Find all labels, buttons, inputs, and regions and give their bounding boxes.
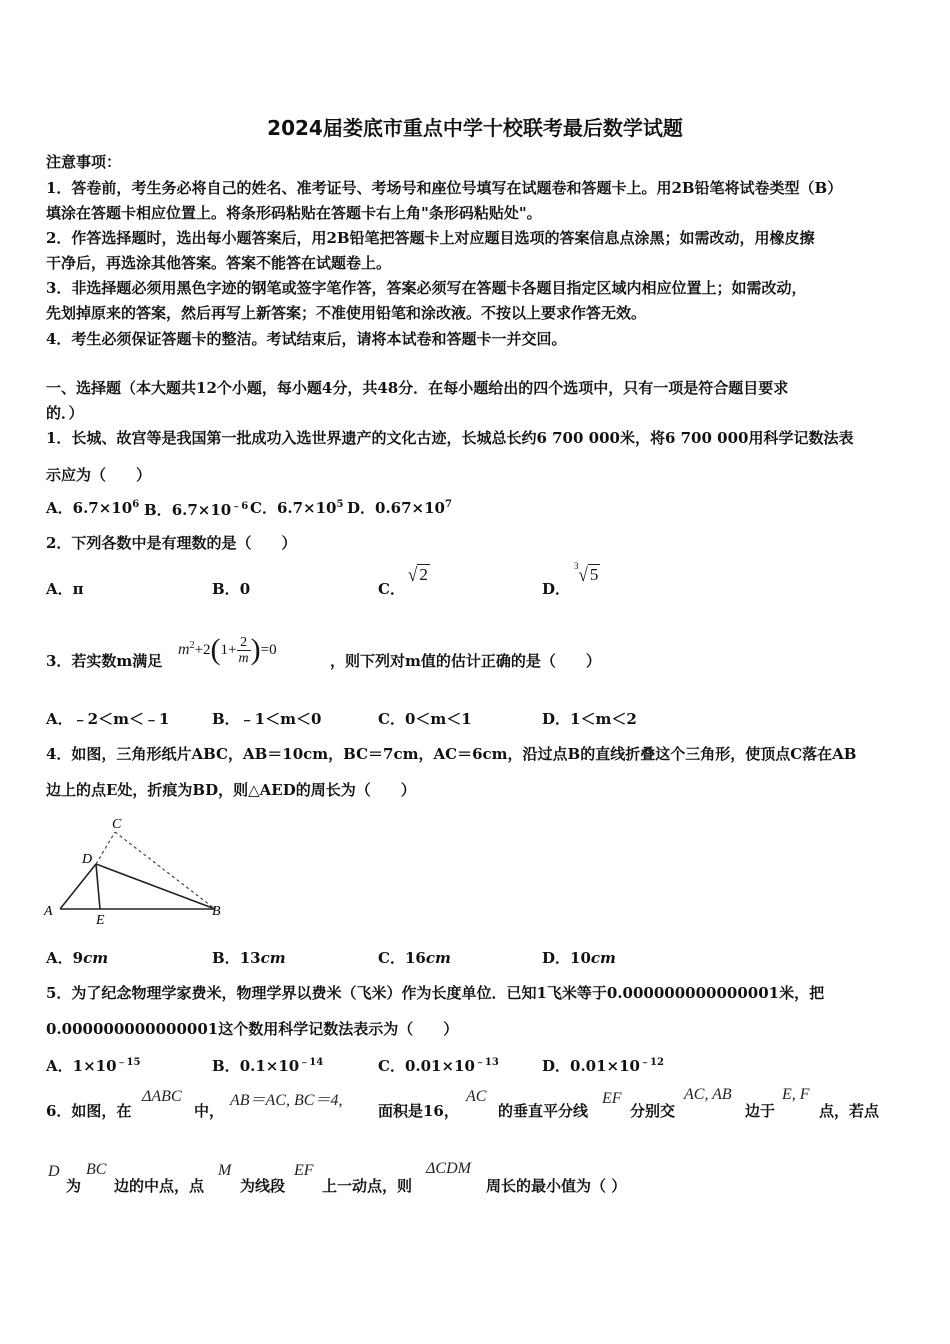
q5-option-a xyxy=(46,1053,140,1076)
q6-math: AB＝AC, BC＝4, xyxy=(230,1092,343,1109)
option-label: C． xyxy=(250,499,277,517)
q1-option-c xyxy=(250,497,343,518)
q3-option-d: D．1＜m＜2 xyxy=(542,710,637,728)
exponent: ﹣14 xyxy=(299,1057,324,1068)
q5-option-c xyxy=(378,1053,499,1076)
q6-text: 边的中点，点 xyxy=(114,1177,205,1195)
fraction xyxy=(237,635,251,666)
option-label: B． xyxy=(212,949,240,967)
q6-text: 边于 xyxy=(745,1102,776,1120)
q1-option-d xyxy=(347,497,452,518)
option-value: 9 xyxy=(72,949,84,967)
q1-stem-cont: 示应为（ ） xyxy=(46,466,152,484)
q6-text: 分别交 xyxy=(630,1102,676,1120)
q1-option-a xyxy=(46,497,139,518)
q5-option-b xyxy=(212,1053,323,1076)
q3-option-b: B．﹣1＜m＜0 xyxy=(212,710,322,728)
eq-var: m xyxy=(178,641,190,658)
page-title: 2024届娄底市重点中学十校联考最后数学试题 xyxy=(267,116,683,140)
option-label: B． xyxy=(144,501,172,519)
q1-stem: 1．长城、故宫等是我国第一批成功入选世界遗产的文化古迹，长城总长约6 700 000米，将6 700 000用科学记数法表 xyxy=(46,429,854,447)
q6-math: AC, AB xyxy=(684,1086,732,1103)
q6-text: 为线段 xyxy=(240,1177,286,1195)
notice-line: 4．考生必须保证答题卡的整洁。考试结束后，请将本试卷和答题卡一并交回。 xyxy=(46,330,567,348)
notice-line: 3．非选择题必须用黑色字迹的钢笔或签字笔作答，答案必须写在答题卡各题目指定区域内相应位置上；如需改动， xyxy=(46,279,807,297)
option-label: C． xyxy=(378,1057,405,1075)
q6-math: M xyxy=(218,1162,232,1179)
numerator: 2 xyxy=(237,635,251,651)
exponent: 5 xyxy=(336,499,344,510)
option-value: 0.01×10 xyxy=(404,1057,475,1075)
q5-option-d xyxy=(542,1053,664,1076)
option-label: A． xyxy=(46,1057,73,1075)
label-a: A xyxy=(44,904,53,919)
q4-option-d xyxy=(542,947,616,968)
option-value: 16 xyxy=(404,949,426,967)
q2-option-d-label: D． xyxy=(542,580,571,598)
cube-root-5: $^3$√ 5 xyxy=(574,561,599,586)
q6-math: AC xyxy=(466,1088,487,1105)
q6-math: ΔCDM xyxy=(426,1160,471,1177)
exponent: 7 xyxy=(445,499,452,510)
option-label: D． xyxy=(542,1057,571,1075)
q4-option-b xyxy=(212,947,286,968)
root-index: 3 xyxy=(574,561,579,572)
exponent: ﹣13 xyxy=(474,1057,499,1068)
q6-text: 6．如图，在 xyxy=(46,1102,132,1120)
q6-text: 周长的最小值为（ ） xyxy=(486,1177,627,1195)
q6-text: 为 xyxy=(66,1177,82,1195)
notice-line: 1．答卷前，考生务必将自己的姓名、准考证号、考场号和座位号填写在试题卷和答题卡上。用2B铅笔将试卷类型（B） xyxy=(46,179,843,197)
segment-db-fold xyxy=(96,864,215,909)
q3-option-a: A．﹣2＜m＜﹣1 xyxy=(46,710,170,728)
unit: cm xyxy=(425,949,451,967)
label-c: C xyxy=(112,817,122,832)
notice-line: 2．作答选择题时，选出每小题答案后，用2B铅笔把答题卡上对应题目选项的答案信息点涂黑；如需改动，用橡皮擦 xyxy=(46,229,815,247)
q6-text: 面积是16， xyxy=(378,1102,459,1120)
q4-option-c xyxy=(378,947,451,968)
option-label: B． xyxy=(212,1057,240,1075)
q3-suffix: ，则下列对m值的估计正确的是（ ） xyxy=(330,652,601,670)
q6-text: 的垂直平分线 xyxy=(498,1102,589,1120)
q6-math: E, F xyxy=(782,1086,810,1103)
q3-prefix: 3．若实数m满足 xyxy=(46,652,163,670)
eq-term: 1+ xyxy=(220,642,237,658)
section-heading: 一、选择题（本大题共12个小题，每小题4分，共48分．在每小题给出的四个选项中，只有一项是符合题目要求 xyxy=(46,379,789,397)
option-value: 0.67×10 xyxy=(375,499,445,517)
q2-option-b xyxy=(212,578,250,599)
option-label: C． xyxy=(378,949,405,967)
q6-math: EF xyxy=(294,1162,314,1179)
option-value: π xyxy=(72,580,84,598)
q3-equation: $m^2+2(1+$ $\frac{2}{m}$ )=0 xyxy=(178,633,277,666)
eq-exponent: 2 xyxy=(189,640,195,651)
option-label: D． xyxy=(347,499,376,517)
triangle-figure xyxy=(40,812,230,930)
q4-stem-cont: 边上的点E处，折痕为BD，则△AED的周长为（ ） xyxy=(46,781,416,799)
q2-option-c-label: C． xyxy=(378,580,405,598)
radicand: 2 xyxy=(419,565,428,584)
option-value: 10 xyxy=(570,949,591,967)
q6-math: D xyxy=(48,1163,60,1180)
q4-stem: 4．如图，三角形纸片ABC，AB＝10cm，BC＝7cm，AC＝6cm，沿过点B的直线折叠这个三角形，使顶点C落在AB xyxy=(46,745,857,763)
option-value: 0.01×10 xyxy=(570,1057,640,1075)
unit: cm xyxy=(260,949,286,967)
q3-option-c: C．0＜m＜1 xyxy=(378,710,472,728)
option-label: A． xyxy=(46,499,73,517)
segment-cb-dashed xyxy=(115,832,215,909)
option-label: A． xyxy=(46,949,73,967)
eq-term: +2 xyxy=(194,642,211,658)
option-value: 13 xyxy=(239,949,261,967)
notice-line: 干净后，再选涂其他答案。答案不能答在试题卷上。 xyxy=(46,254,392,272)
q2-option-a xyxy=(46,578,84,599)
label-b: B xyxy=(212,904,221,919)
option-value: 0.1×10 xyxy=(239,1057,300,1075)
option-label: B． xyxy=(212,580,240,598)
option-label: A． xyxy=(46,580,73,598)
q5-stem-cont: 0.000000000000001这个数用科学记数法表示为（ ） xyxy=(46,1020,459,1038)
exponent: 6 xyxy=(132,499,140,510)
q6-math: EF xyxy=(602,1090,622,1107)
unit: cm xyxy=(83,949,109,967)
q6-text: 中， xyxy=(194,1102,225,1120)
sqrt-2: √ 2 xyxy=(408,563,428,586)
q6-math: ΔABC xyxy=(142,1088,182,1105)
q6-text: 点，若点 xyxy=(819,1102,880,1120)
option-value: 1×10 xyxy=(72,1057,117,1075)
label-d: D xyxy=(82,852,93,867)
option-value: 6.7×10 xyxy=(276,499,337,517)
segment-ad xyxy=(60,864,96,909)
q2-stem: 2．下列各数中是有理数的是（ ） xyxy=(46,534,297,552)
segment-dc-dashed xyxy=(96,832,115,864)
notice-line: 填涂在答题卡相应位置上。将条形码粘贴在答题卡右上角"条形码粘贴处"。 xyxy=(46,204,542,222)
notice-heading: 注意事项： xyxy=(46,153,122,171)
option-value: 6.7×10 xyxy=(72,499,133,517)
q5-stem: 5．为了纪念物理学家费米，物理学界以费米（飞米）作为长度单位．已知1飞米等于0.000000000000001米，把 xyxy=(46,984,825,1002)
denominator: m xyxy=(238,650,249,666)
option-value: 6.7×10 xyxy=(171,501,232,519)
q6-math: BC xyxy=(86,1161,107,1178)
option-label: D． xyxy=(542,949,571,967)
radicand: 5 xyxy=(589,565,599,584)
q4-option-a xyxy=(46,947,108,968)
eq-rhs: =0 xyxy=(260,642,277,658)
unit: cm xyxy=(590,949,616,967)
section-heading-cont: 的．） xyxy=(46,404,84,422)
option-value: 0 xyxy=(239,580,251,598)
segment-de xyxy=(96,864,100,909)
exponent: ﹣15 xyxy=(116,1057,141,1068)
exponent: ﹣12 xyxy=(640,1057,664,1068)
label-e: E xyxy=(96,913,105,928)
q6-text: 上一动点，则 xyxy=(322,1177,413,1195)
notice-line: 先划掉原来的答案，然后再写上新答案；不准使用铅笔和涂改液。不按以上要求作答无效。 xyxy=(46,304,647,322)
q1-option-b xyxy=(144,497,248,520)
exponent: ﹣6 xyxy=(231,501,249,512)
